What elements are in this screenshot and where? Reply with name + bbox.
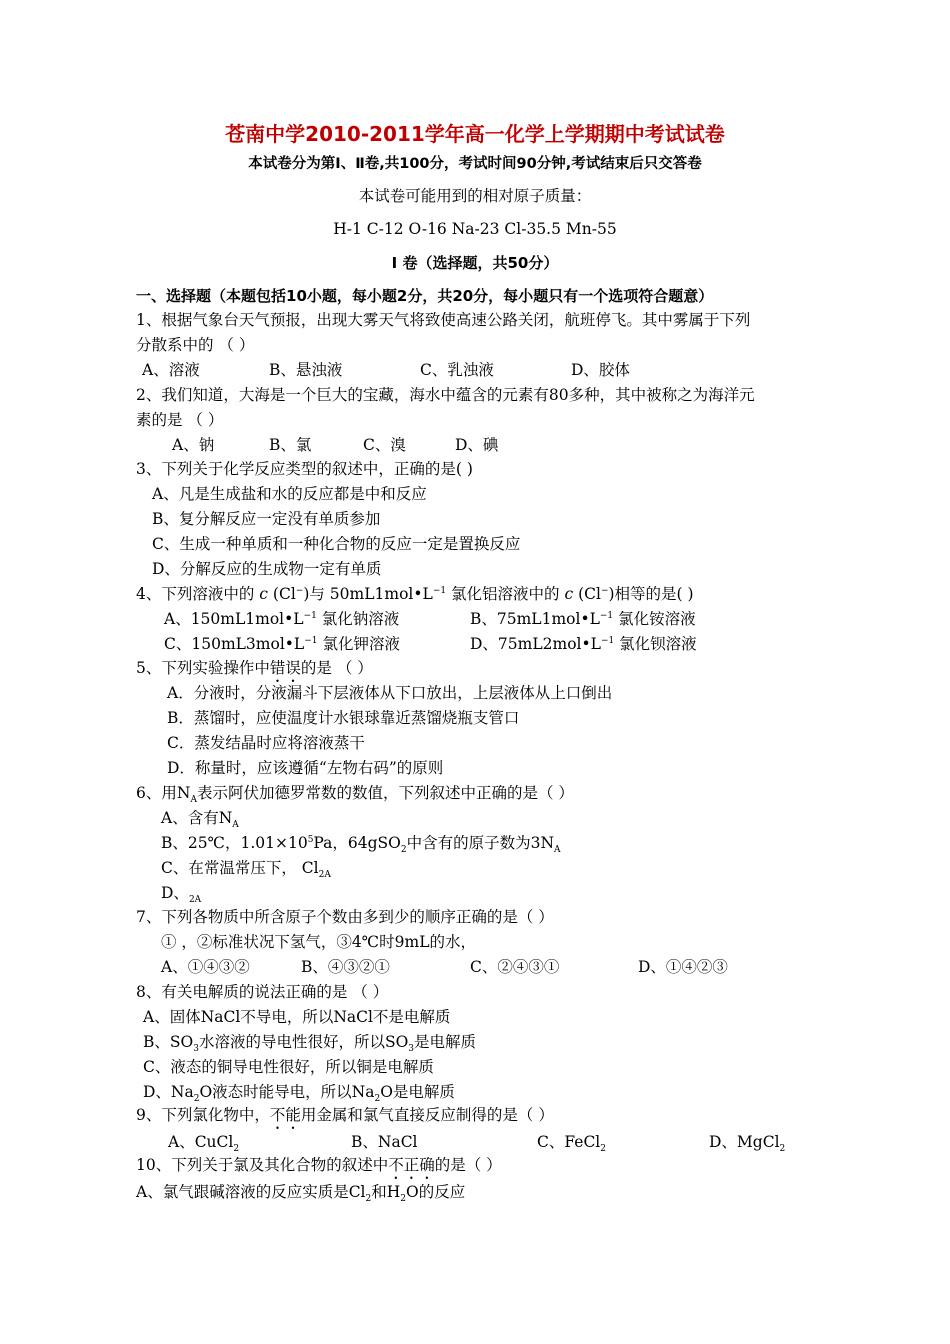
q1-option-a: A、溶液 [142,361,200,379]
q5-option-d: D．称量时，应该遵循“左物右码”的原则 [167,759,444,777]
q9-option-a: A、CuCl$_2$ [168,1133,240,1155]
q6-option-c: C、在常温常压下， $Cl_{2A}$ [161,859,331,881]
q4-option-a: A、$150mL1mol•L^{-1}$ 氯化钠溶液 [164,610,400,628]
q9-emphasis: 不能 [269,1106,301,1124]
atomic-mass-intro: 本试卷可能用到的相对原子质量： [358,187,592,205]
q1-option-c: C、乳浊液 [420,361,494,379]
q10-emphasis: 不正确 [388,1156,435,1174]
atomic-mass-list: H-1 C-12 O-16 Na-23 Cl-35.5 Mn-55 [333,220,617,238]
q10-option-a: A、氯气跟碱溶液的反应实质是$Cl_2$和$H_2O$的反应 [136,1183,466,1205]
q10-stem: 10、下列关于氯及其化合物的叙述中不正确的是（ ） [136,1156,502,1174]
q3-option-a: A、凡是生成盐和水的反应都是中和反应 [152,485,427,503]
q9-option-c: C、FeCl$_2$ [537,1133,606,1155]
q5-stem: 5、下列实验操作中错误的是 （ ） [136,659,373,677]
q6-option-b: B、25℃，$1.01\times 10^5Pa$，64gSO$_2$中含有的原子数为$3N_A$ [161,834,561,856]
q5-emphasis: 错误 [269,659,301,677]
q9-option-d: D、MgCl$_2$ [709,1133,786,1155]
q7-stem-line2: ① ，②标准状况下氢气，③4℃时9mL的水， [161,933,476,951]
q8-stem: 8、有关电解质的说法正确的是 （ ） [136,983,389,1001]
exam-subtitle: 本试卷分为第Ⅰ、Ⅱ卷,共100分，考试时间90分钟,考试结束后只交答卷 [248,156,702,172]
q2-stem-line1: 2、我们知道，大海是一个巨大的宝藏，海水中蕴含的元素有80多种，其中被称之为海洋元 [136,386,755,404]
q4-option-c: C、$150mL3mol•L^{-1}$ 氯化钾溶液 [164,635,400,653]
q3-stem: 3、下列关于化学反应类型的叙述中，正确的是( ) [136,460,473,478]
exam-title: 苍南中学2010-2011学年高一化学上学期期中考试试卷 [225,122,725,146]
q8-option-b: B、$SO_3$水溶液的导电性很好，所以$SO_3$是电解质 [143,1033,477,1055]
q1-option-b: B、悬浊液 [269,361,343,379]
q4-option-b: B、$75mL1mol•L^{-1}$ 氯化铵溶液 [470,610,696,628]
q8-option-a: A、固体NaCl不导电，所以NaCl不是电解质 [143,1008,451,1026]
q7-stem: 7、下列各物质中所含原子个数由多到少的顺序正确的是（ ） [136,908,554,926]
q3-option-d: D、分解反应的生成物一定有单质 [152,560,382,578]
q6-stem: 6、用$N_A$表示阿伏加德罗常数的数值，下列叙述中正确的是（ ） [136,784,574,806]
q3-option-b: B、复分解反应一定没有单质参加 [152,510,381,528]
q9-option-b: B、NaCl [351,1133,418,1151]
q4-stem: 4、下列溶液中的 c (Cl−)与 $50mL1mol•L^{-1}$ 氯化铝溶液中的 c (Cl−)相等的是( ) [136,585,694,603]
q6-option-d: D、$_{2A}$ [161,884,202,906]
q8-option-d: D、$Na_2O$液态时能导电，所以$Na_2O$是电解质 [143,1083,455,1105]
q2-option-b: B、氯 [269,436,312,454]
q7-option-c: C、②④③① [470,958,560,976]
q2-option-a: A、钠 [172,436,215,454]
q3-option-c: C、生成一种单质和一种化合物的反应一定是置换反应 [152,535,521,553]
volume1-heading: Ⅰ 卷（选择题，共50分） [391,254,559,272]
q7-option-a: A、①④③② [161,958,250,976]
q1-option-d: D、胶体 [571,361,630,379]
q4-option-d: D、$75mL2mol•L^{-1}$ 氯化钡溶液 [470,635,697,653]
q2-stem-line2: 素的是 （ ） [136,411,224,429]
q6-option-a: A、含有$N_A$ [161,809,239,831]
q5-option-c: C．蒸发结晶时应将溶液蒸干 [167,734,365,752]
q2-option-d: D、碘 [455,436,499,454]
q7-option-d: D、①④②③ [638,958,728,976]
q1-stem-line1: 1、根据气象台天气预报，出现大雾天气将致使高速公路关闭，航班停飞。其中雾属于下列 [136,311,751,329]
q9-stem: 9、下列氯化物中，不能用金属和氯气直接反应制得的是（ ） [136,1106,554,1124]
q1-stem-line2: 分散系中的 （ ） [136,336,255,354]
q5-option-b: B．蒸馏时，应使温度计水银球靠近蒸馏烧瓶支管口 [167,709,520,727]
q8-option-c: C、液态的铜导电性很好，所以铜是电解质 [143,1058,434,1076]
q7-option-b: B、④③②① [301,958,390,976]
q2-option-c: C、溴 [363,436,406,454]
q5-option-a: A．分液时，分液漏斗下层液体从下口放出，上层液体从上口倒出 [167,684,613,702]
section1-heading: 一、选择题（本题包括10小题，每小题2分，共20分，每小题只有一个选项符合题意） [136,287,714,305]
